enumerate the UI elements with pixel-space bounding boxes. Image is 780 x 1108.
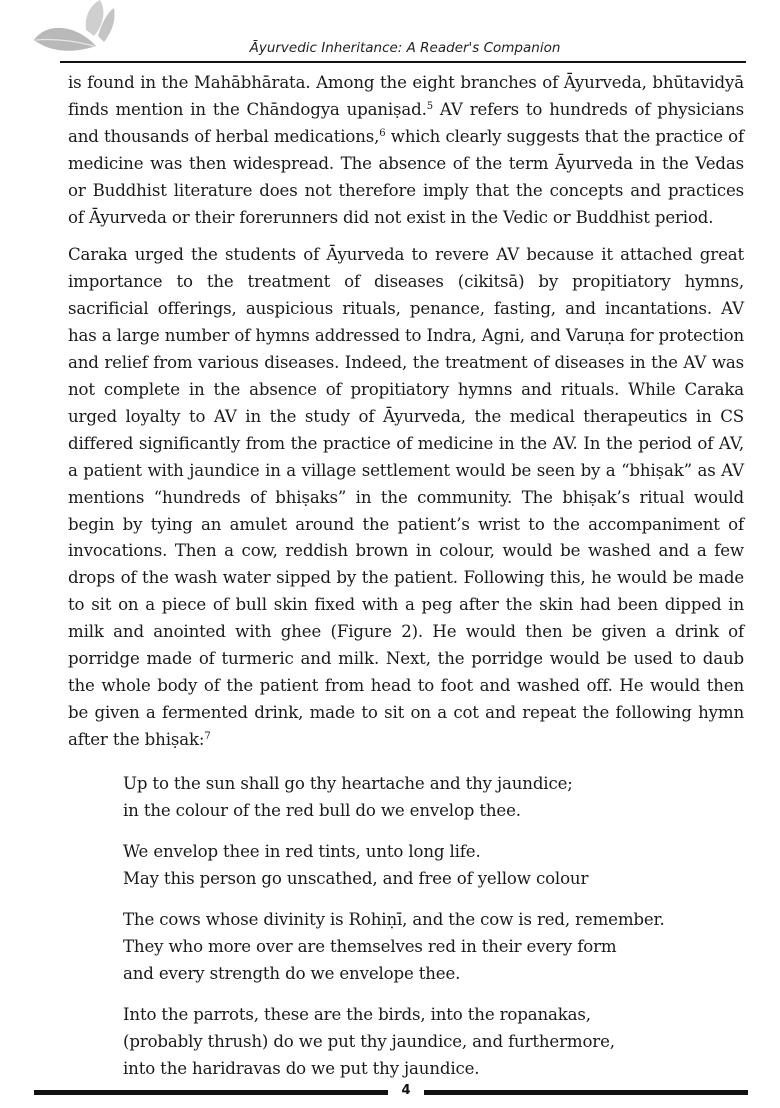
paragraph-text: AV refers to hundreds of physicians and thousands of herbal medications, [68, 99, 744, 146]
body-paragraph [68, 70, 744, 231]
footer-rule-right [424, 1090, 748, 1095]
footnote-marker: 5 [426, 100, 433, 112]
poem-line: They who more over are themselves red in their every form [123, 936, 617, 956]
poem-stanza [123, 1001, 744, 1082]
poem-line: We envelop thee in red tints, unto long life. [123, 841, 481, 861]
poem-line: in the colour of the red bull do we envelop thee. [123, 800, 521, 820]
poem-line: into the haridravas do we put thy jaundice. [123, 1058, 480, 1078]
page-body [68, 70, 744, 1096]
poem-line: Up to the sun shall go thy heartache and thy jaundice; [123, 773, 573, 793]
footnote-marker: 6 [379, 127, 386, 139]
header-rule [60, 61, 746, 63]
poem-line: and every strength do we envelope thee. [123, 963, 461, 983]
page-number: 4 [401, 1083, 411, 1098]
body-paragraphs [68, 70, 744, 754]
poem-stanza [123, 838, 744, 892]
poem-line: Into the parrots, these are the birds, into the ropanakas, [123, 1004, 591, 1024]
running-header-title: Āyurvedic Inheritance: A Reader's Companion [249, 40, 561, 56]
paragraph-text: which clearly suggests that the practice of medicine was then widespread. The absence of the term Āyurveda in the Vedas or Buddhist literature does not therefore imply that the concepts and practices of Āyurveda or their forerunners did not exist in the Vedic or Buddhist period. [68, 126, 744, 227]
poem-line: May this person go unscathed, and free of yellow colour [123, 868, 589, 888]
body-paragraph [68, 242, 744, 753]
paragraph-text: is found in the Mahābhārata. Among the eight branches of Āyurveda, bhūtavidyā finds mention in the Chāndogya upaniṣad. [68, 73, 744, 119]
hymn-quotation [123, 770, 744, 1082]
footer-rule-left [34, 1090, 388, 1095]
poem-line: The cows whose divinity is Rohiṇī, and the cow is red, remember. [123, 909, 665, 929]
poem-stanza [123, 770, 744, 824]
footnote-marker: 7 [204, 730, 211, 742]
poem-stanza [123, 906, 744, 987]
paragraph-text: Caraka urged the students of Āyurveda to revere AV because it attached great importance to the treatment of diseases (cikitsā) by propitiatory hymns, sacrificial offerings, auspicious rituals, penance, fasting, and incantations. AV has a large number of hymns addressed to Indra, Agni, and Varuṇa for protection and relief from various diseases. Indeed, the treatment of diseases in the AV was not complete in the absence of propitiatory hymns and rituals. While Caraka urged loyalty to AV in the study of Āyurveda, the medical therapeutics in CS differed significantly from the practice of medicine in the AV. In the period of AV, a patient with jaundice in a village settlement would be seen by a “bhiṣak” as AV mentions “hundreds of bhiṣaks” in the community. The bhiṣak’s ritual would begin by tying an amulet around the patient’s wrist to the accompaniment of invocations. Then a cow, reddish brown in colour, would be washed and a few drops of the wash water sipped by the patient. Following this, he would be made to sit on a piece of bull skin fixed with a peg after the skin had been dipped in milk and anointed with ghee (Figure 2). He would then be given a drink of porridge made of turmeric and milk. Next, the porridge would be used to daub the whole body of the patient from head to foot and washed off. He would then be given a fermented drink, made to sit on a cot and repeat the following hymn after the bhiṣak: [68, 245, 744, 749]
poem-line: (probably thrush) do we put thy jaundice, and furthermore, [123, 1031, 615, 1051]
